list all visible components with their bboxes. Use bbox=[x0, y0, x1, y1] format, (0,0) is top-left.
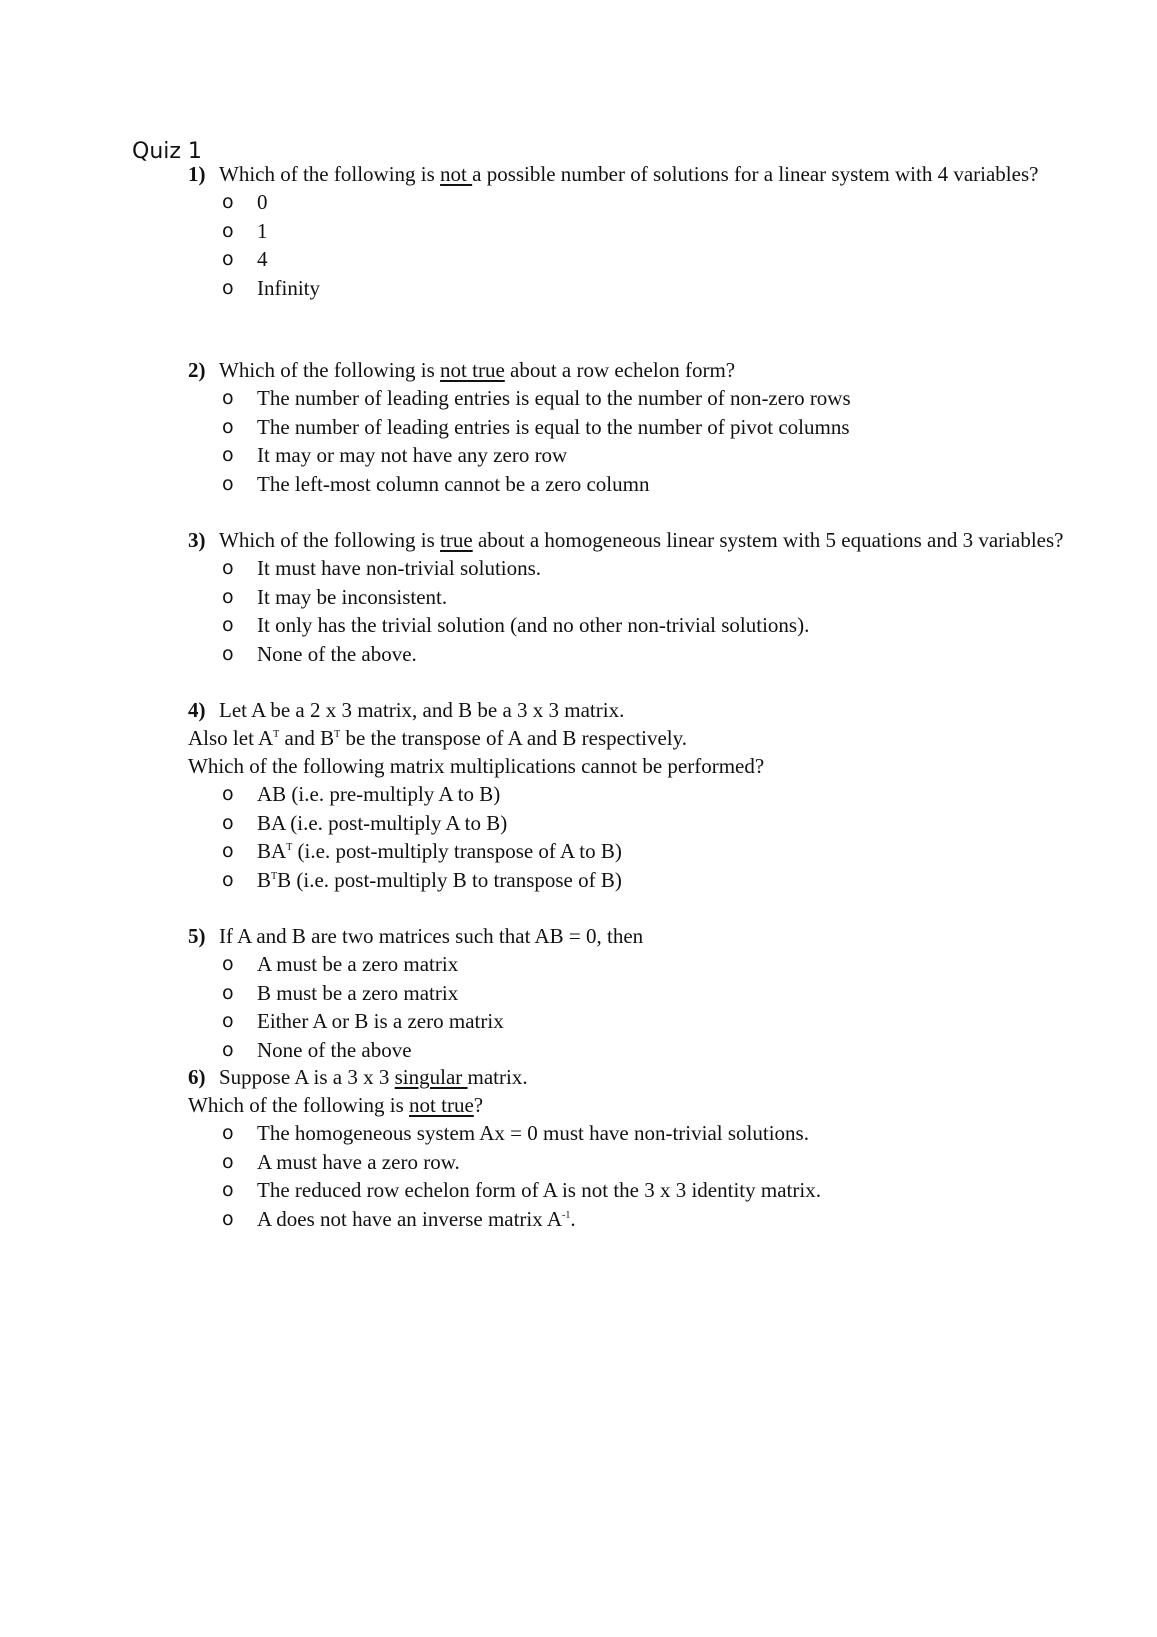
question-text: a possible number of solutions for a linear system with 4 variables? bbox=[472, 162, 1039, 186]
option-text: A does not have an inverse matrix A bbox=[257, 1206, 563, 1231]
options-list bbox=[188, 950, 1148, 1064]
question-1-text bbox=[188, 160, 1148, 188]
options-list bbox=[188, 188, 1148, 302]
question-text: be the transpose of A and B respectively. bbox=[340, 726, 688, 750]
option-label: Infinity bbox=[257, 275, 320, 300]
bullet-icon: o bbox=[222, 1179, 234, 1202]
option-item[interactable] bbox=[188, 837, 1148, 866]
question-text: and B bbox=[279, 726, 335, 750]
option-label: A must have a zero row. bbox=[257, 1149, 460, 1174]
bullet-icon: o bbox=[222, 387, 234, 409]
option-item[interactable] bbox=[188, 979, 1148, 1008]
bullet-icon: o bbox=[222, 415, 234, 438]
question-3-text bbox=[188, 526, 1148, 554]
option-label: B must be a zero matrix bbox=[257, 980, 459, 1005]
bullet-icon: o bbox=[222, 444, 234, 467]
option-item[interactable] bbox=[188, 470, 1148, 499]
option-item[interactable] bbox=[188, 384, 1148, 413]
question-1 bbox=[188, 160, 1148, 302]
option-item[interactable] bbox=[188, 1205, 1148, 1234]
option-item[interactable] bbox=[188, 1176, 1148, 1205]
option-label: The number of leading entries is equal to the number of non-zero rows bbox=[257, 386, 851, 410]
option-label: It may or may not have any zero row bbox=[257, 443, 568, 468]
option-text: (i.e. post-multiply transpose of A to B) bbox=[292, 839, 622, 864]
options-list bbox=[188, 780, 1148, 894]
question-text: Which of the following is bbox=[219, 528, 441, 552]
option-label: It must have non-trivial solutions. bbox=[257, 556, 542, 580]
option-text: B bbox=[257, 867, 272, 892]
quiz-title: Quiz 1 bbox=[132, 139, 202, 164]
bullet-icon: o bbox=[222, 557, 234, 579]
option-label: Either A or B is a zero matrix bbox=[257, 1009, 504, 1034]
question-2 bbox=[188, 356, 1148, 498]
option-item[interactable] bbox=[188, 188, 1148, 217]
question-number: 6) bbox=[188, 1065, 206, 1089]
question-6-line-2 bbox=[188, 1091, 1148, 1119]
question-4 bbox=[188, 696, 1148, 894]
question-2-text bbox=[188, 356, 1148, 384]
option-label: The left-most column cannot be a zero column bbox=[257, 471, 650, 496]
bullet-icon: o bbox=[222, 1122, 234, 1144]
bullet-icon: o bbox=[222, 219, 234, 242]
option-item[interactable] bbox=[188, 1036, 1148, 1065]
option-label: BA (i.e. post-multiply A to B) bbox=[257, 810, 508, 835]
question-3 bbox=[188, 526, 1148, 668]
emphasis-underline: true bbox=[440, 528, 473, 552]
question-number: 2) bbox=[188, 358, 206, 382]
question-6-line-1 bbox=[188, 1063, 1148, 1091]
question-text: Which of the following is bbox=[188, 1093, 410, 1117]
superscript: T bbox=[271, 870, 278, 882]
option-label: The reduced row echelon form of A is not the 3 x 3 identity matrix. bbox=[257, 1178, 821, 1203]
question-5-text bbox=[188, 922, 1148, 950]
option-label bbox=[257, 868, 622, 892]
option-label: The homogeneous system Ax = 0 must have non-trivial solutions. bbox=[257, 1121, 809, 1145]
superscript: T bbox=[273, 729, 280, 740]
question-text: matrix. bbox=[467, 1065, 528, 1089]
question-5 bbox=[188, 922, 1148, 1064]
bullet-icon: o bbox=[222, 1150, 234, 1173]
question-text: ? bbox=[473, 1093, 484, 1117]
emphasis-underline: not true bbox=[409, 1093, 474, 1117]
question-text: If A and B are two matrices such that AB = 0, then bbox=[219, 924, 644, 948]
option-label: 4 bbox=[257, 247, 268, 272]
bullet-icon: o bbox=[222, 840, 234, 863]
question-4-line-3: Which of the following matrix multiplications cannot be performed? bbox=[188, 754, 765, 778]
question-text: about a row echelon form? bbox=[504, 358, 736, 382]
bullet-icon: o bbox=[222, 1010, 234, 1033]
question-number: 5) bbox=[188, 924, 206, 948]
option-item[interactable] bbox=[188, 441, 1148, 470]
option-item[interactable] bbox=[188, 950, 1148, 979]
option-item[interactable] bbox=[188, 245, 1148, 274]
option-label bbox=[257, 839, 622, 863]
option-label: The number of leading entries is equal to the number of pivot columns bbox=[257, 414, 850, 439]
option-item[interactable] bbox=[188, 217, 1148, 246]
option-item[interactable] bbox=[188, 611, 1148, 640]
option-item[interactable] bbox=[188, 274, 1148, 303]
option-item[interactable] bbox=[188, 640, 1148, 669]
option-item[interactable] bbox=[188, 1148, 1148, 1177]
emphasis-underline: not true bbox=[440, 358, 505, 382]
question-text: Let A be a 2 x 3 matrix, and B be a 3 x 3 matrix. bbox=[219, 698, 625, 722]
emphasis-underline: not bbox=[440, 162, 473, 186]
option-item[interactable] bbox=[188, 1007, 1148, 1036]
bullet-icon: o bbox=[222, 248, 234, 271]
options-list bbox=[188, 1119, 1148, 1233]
option-item[interactable] bbox=[188, 866, 1148, 895]
question-number: 3) bbox=[188, 528, 206, 552]
bullet-icon: o bbox=[222, 276, 234, 299]
bullet-icon: o bbox=[222, 642, 234, 665]
option-text: . bbox=[570, 1206, 576, 1231]
bullet-icon: o bbox=[222, 953, 234, 975]
bullet-icon: o bbox=[222, 1038, 234, 1061]
option-item[interactable] bbox=[188, 583, 1148, 612]
option-label: None of the above bbox=[257, 1037, 412, 1062]
option-label: It may be inconsistent. bbox=[257, 584, 448, 609]
option-label: AB (i.e. pre-multiply A to B) bbox=[257, 782, 501, 806]
option-label: 0 bbox=[257, 190, 268, 214]
option-item[interactable] bbox=[188, 809, 1148, 838]
question-text: Which of the following is bbox=[219, 358, 441, 382]
option-item[interactable] bbox=[188, 1119, 1148, 1148]
question-4-line-2 bbox=[188, 724, 1148, 752]
bullet-icon: o bbox=[222, 472, 234, 495]
question-text: Which of the following is bbox=[219, 162, 441, 186]
bullet-icon: o bbox=[222, 585, 234, 608]
option-text: B (i.e. post-multiply B to transpose of B) bbox=[277, 867, 622, 892]
option-label: None of the above. bbox=[257, 641, 417, 666]
question-number: 4) bbox=[188, 698, 206, 722]
question-4-line-1 bbox=[188, 696, 1148, 724]
superscript: T bbox=[286, 842, 293, 854]
question-text: about a homogeneous linear system with 5 equations and 3 variables? bbox=[472, 528, 1064, 552]
superscript: -1 bbox=[562, 1209, 571, 1221]
option-item[interactable] bbox=[188, 413, 1148, 442]
option-label bbox=[257, 1207, 576, 1231]
bullet-icon: o bbox=[222, 614, 234, 637]
option-item[interactable] bbox=[188, 554, 1148, 583]
emphasis-underline: singular bbox=[394, 1065, 468, 1089]
bullet-icon: o bbox=[222, 783, 234, 805]
question-text: Suppose A is a 3 x 3 bbox=[219, 1065, 395, 1089]
option-label: A must be a zero matrix bbox=[257, 952, 459, 976]
bullet-icon: o bbox=[222, 191, 234, 213]
question-6 bbox=[188, 1063, 1148, 1233]
option-text: BA bbox=[257, 839, 287, 864]
options-list bbox=[188, 554, 1148, 668]
option-label: 1 bbox=[257, 218, 268, 243]
options-list bbox=[188, 384, 1148, 498]
bullet-icon: o bbox=[222, 1207, 234, 1230]
option-item[interactable] bbox=[188, 780, 1148, 809]
bullet-icon: o bbox=[222, 868, 234, 891]
superscript: T bbox=[334, 729, 341, 740]
question-number: 1) bbox=[188, 162, 206, 186]
bullet-icon: o bbox=[222, 981, 234, 1004]
question-text: Also let A bbox=[188, 726, 274, 750]
option-label: It only has the trivial solution (and no other non-trivial solutions). bbox=[257, 613, 810, 638]
bullet-icon: o bbox=[222, 811, 234, 834]
